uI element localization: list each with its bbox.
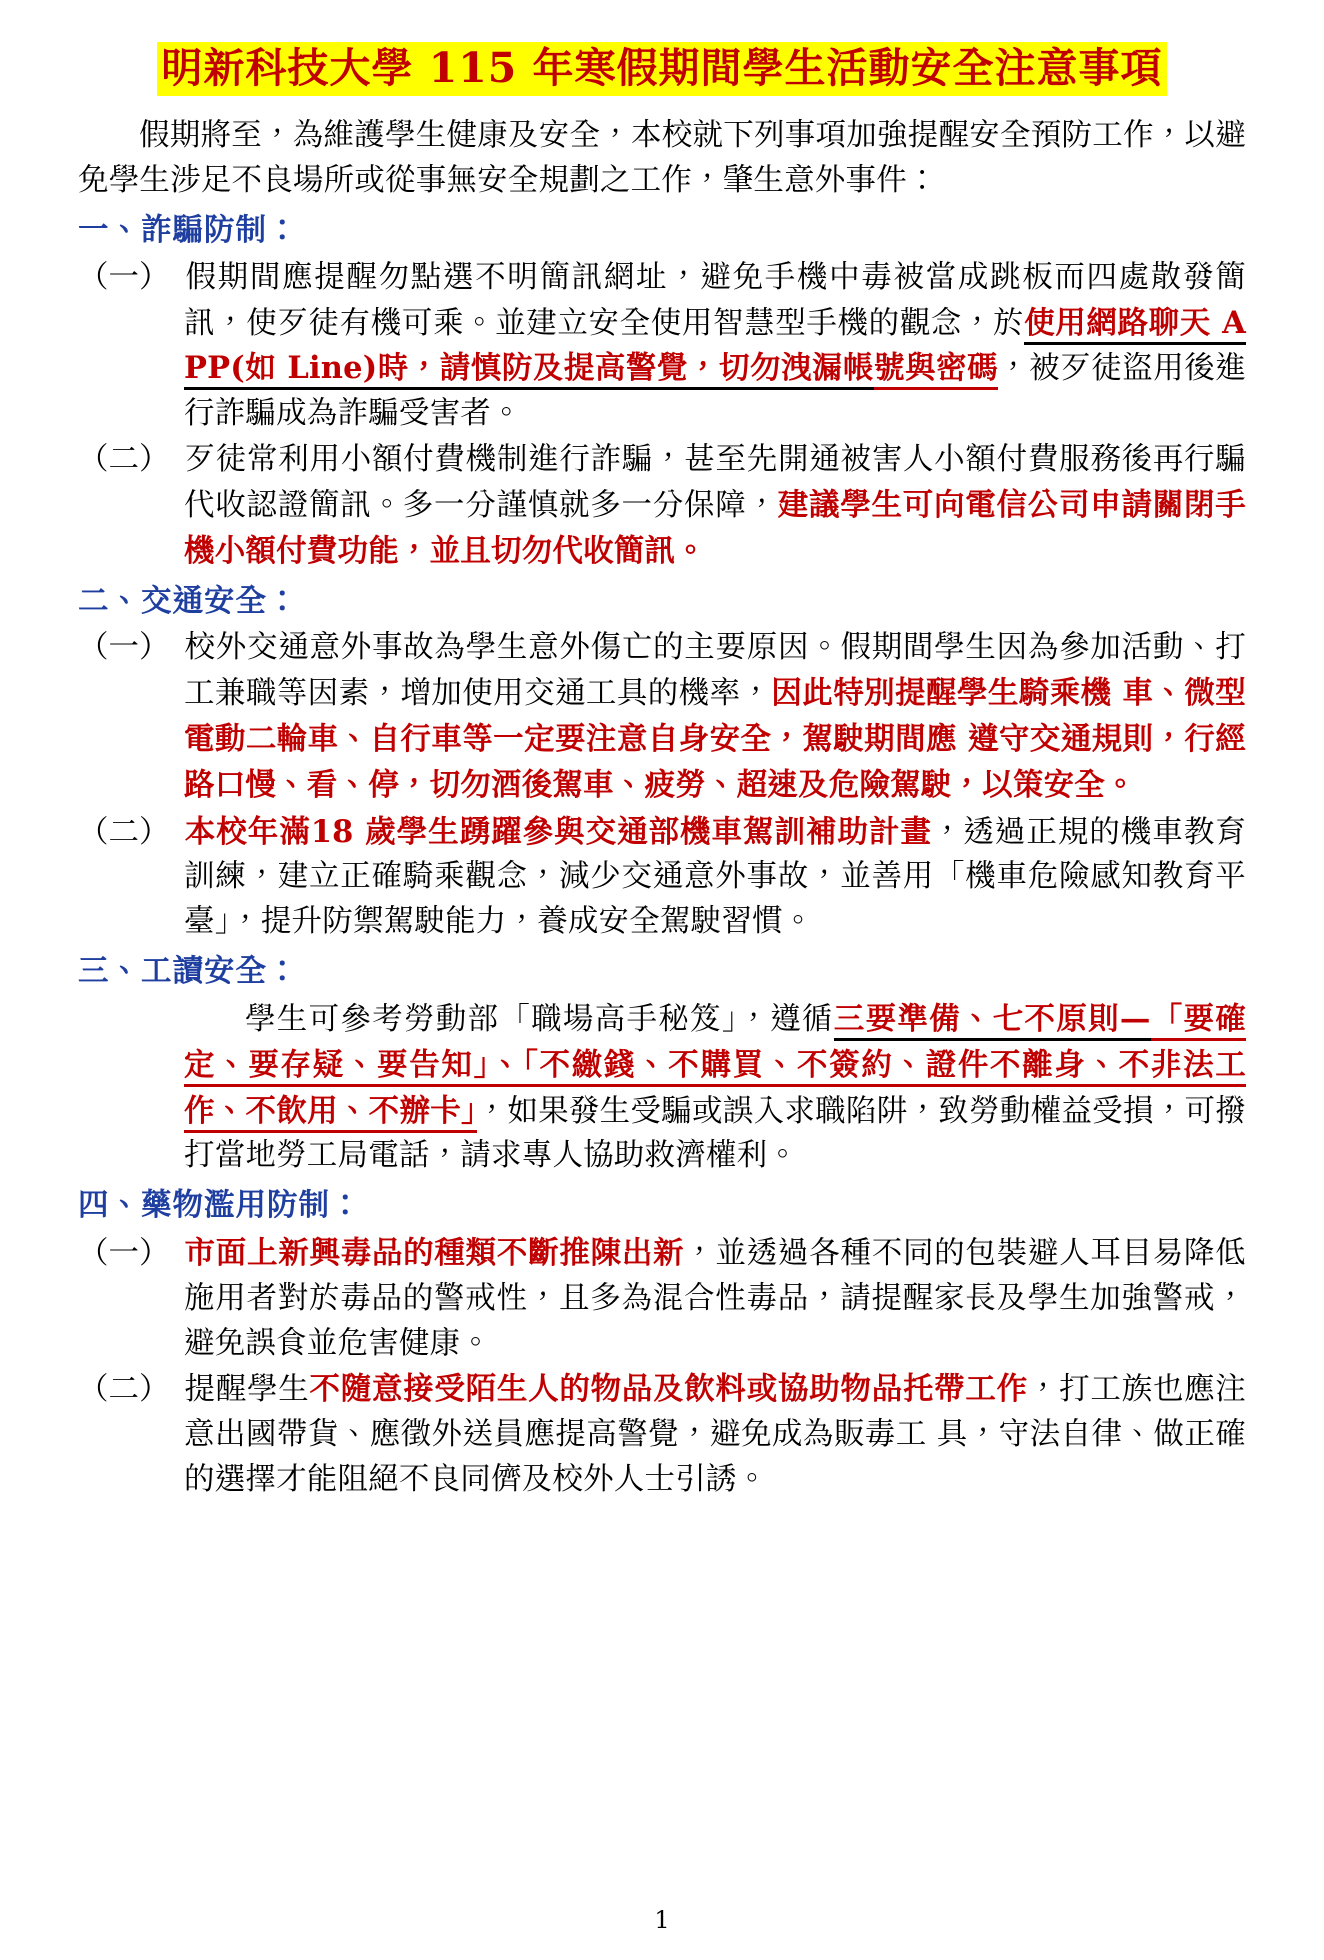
list-item-marker: （二） bbox=[78, 1372, 170, 1408]
list-item bbox=[78, 626, 1246, 808]
text-run: 校外交通意外事故為學生意外傷亡的主要原因。假期間學生因為參加活動、打工兼職等因素，增加使用交通工具的機率， bbox=[184, 630, 1246, 712]
text-run: 使用網路聊天 APP(如 Line)時，請慎防及提高警覺，切勿洩漏帳 bbox=[184, 305, 1246, 391]
sections-container bbox=[78, 208, 1246, 1503]
list-item bbox=[78, 256, 1246, 437]
text-run: 建議學生可向電信公司申請關閉手機小額付費功能，並且切勿代收簡訊。 bbox=[184, 486, 1246, 569]
list-item bbox=[78, 997, 1246, 1179]
text-run: 假期間應提醒勿點選不明簡訊網址，避免手機中毒被當成跳板而四處散發簡訊，使歹徒有機可乘。並建立安全使用智慧型手機的觀念，於 bbox=[184, 259, 1246, 341]
text-run: ，並透過各種不同的包裝避人耳目易降低施用者對於毒品的警戒性，且多為混合性毒品，請提醒家長及學生加強警戒，避免誤食並危害健康。 bbox=[184, 1235, 1246, 1361]
list-item-marker: （二） bbox=[78, 442, 170, 478]
text-run: 市面上新興毒品的種類不斷推陳出新 bbox=[184, 1234, 685, 1271]
page-title-text: 明新科技大學 115 年寒假期間學生活動安全注意事項 bbox=[157, 42, 1166, 96]
list-item-marker: （一） bbox=[78, 1235, 170, 1271]
text-run: 「要確定、要存疑、要告知」、「不繳錢、不購買、不簽約、證件不離身、不非法工作、不飲用、不辦卡」 bbox=[184, 1001, 1246, 1133]
page-title bbox=[78, 44, 1246, 92]
text-run: 歹徒常利用小額付費機制進行詐騙，甚至先開通被害人小額付費服務後再行騙代收認證簡訊。多一分謹慎就多一分保障， bbox=[184, 442, 1246, 523]
section-heading: 四、藥物濫用防制： bbox=[78, 1187, 362, 1224]
text-run: 三要準備、七不原則— bbox=[834, 1001, 1151, 1041]
intro-paragraph: 假期將至，為維護學生健康及安全，本校就下列事項加強提醒安全預防工作，以避免學生涉足不良場所或從事無安全規劃之工作，肇生意外事件： bbox=[78, 118, 1246, 199]
page-number: 1 bbox=[654, 1906, 670, 1934]
list-item bbox=[78, 1367, 1246, 1502]
section-heading: 一、詐騙防制： bbox=[78, 212, 299, 249]
text-run: 不隨意接受陌生人的物品及飲料或協助物品托帶工作 bbox=[309, 1371, 1028, 1408]
text-run: 學生可參考勞動部「職場高手秘笈」，遵循 bbox=[245, 1001, 834, 1037]
text-run: ，打工族也應注意出國帶貨、應徵外送員應提高警覺，避免成為販毒工 具，守法自律、做正確的選擇才能阻絕不良同儕及校外人士引誘。 bbox=[184, 1372, 1246, 1498]
text-run: ，被歹徒盜用後進行詐騙成為詐騙受害者。 bbox=[184, 351, 1246, 432]
list-item-marker: （二） bbox=[78, 814, 170, 850]
text-run: ，透過正規的機車教育訓練，建立正確騎乘觀念，減少交通意外事故，並善用「機車危險感知教育平臺」，提升防禦駕駛能力，養成安全駕駛習慣。 bbox=[184, 814, 1247, 940]
text-run: ，如果發生受騙或誤入求職陷阱，致勞動權益受損，可撥打當地勞工局電話，請求專人協助救濟權利。 bbox=[184, 1093, 1247, 1174]
list-item bbox=[78, 438, 1246, 574]
text-run: 號與密碼 bbox=[874, 350, 998, 390]
list-item bbox=[78, 810, 1246, 945]
text-run: 因此特別提醒學生騎乘機 車、微型電動二輪車、自行車等一定要注意自身安全，駕駛期間應 遵守交通規則，行經路口慢、看、停，切勿酒後駕車、疲勞、超速及危險駕駛，以策安全。 bbox=[184, 675, 1246, 803]
section-heading: 二、交通安全： bbox=[78, 582, 299, 619]
text-run: 本校年滿18 歲學生踴躍參與交通部機車駕訓補助計畫 bbox=[184, 813, 932, 850]
list-item-marker: （一） bbox=[78, 630, 170, 666]
section-heading: 三、工讀安全： bbox=[78, 953, 299, 990]
list-item bbox=[78, 1231, 1246, 1366]
text-run: 提醒學生 bbox=[184, 1372, 310, 1408]
list-item-marker: （一） bbox=[78, 259, 170, 295]
